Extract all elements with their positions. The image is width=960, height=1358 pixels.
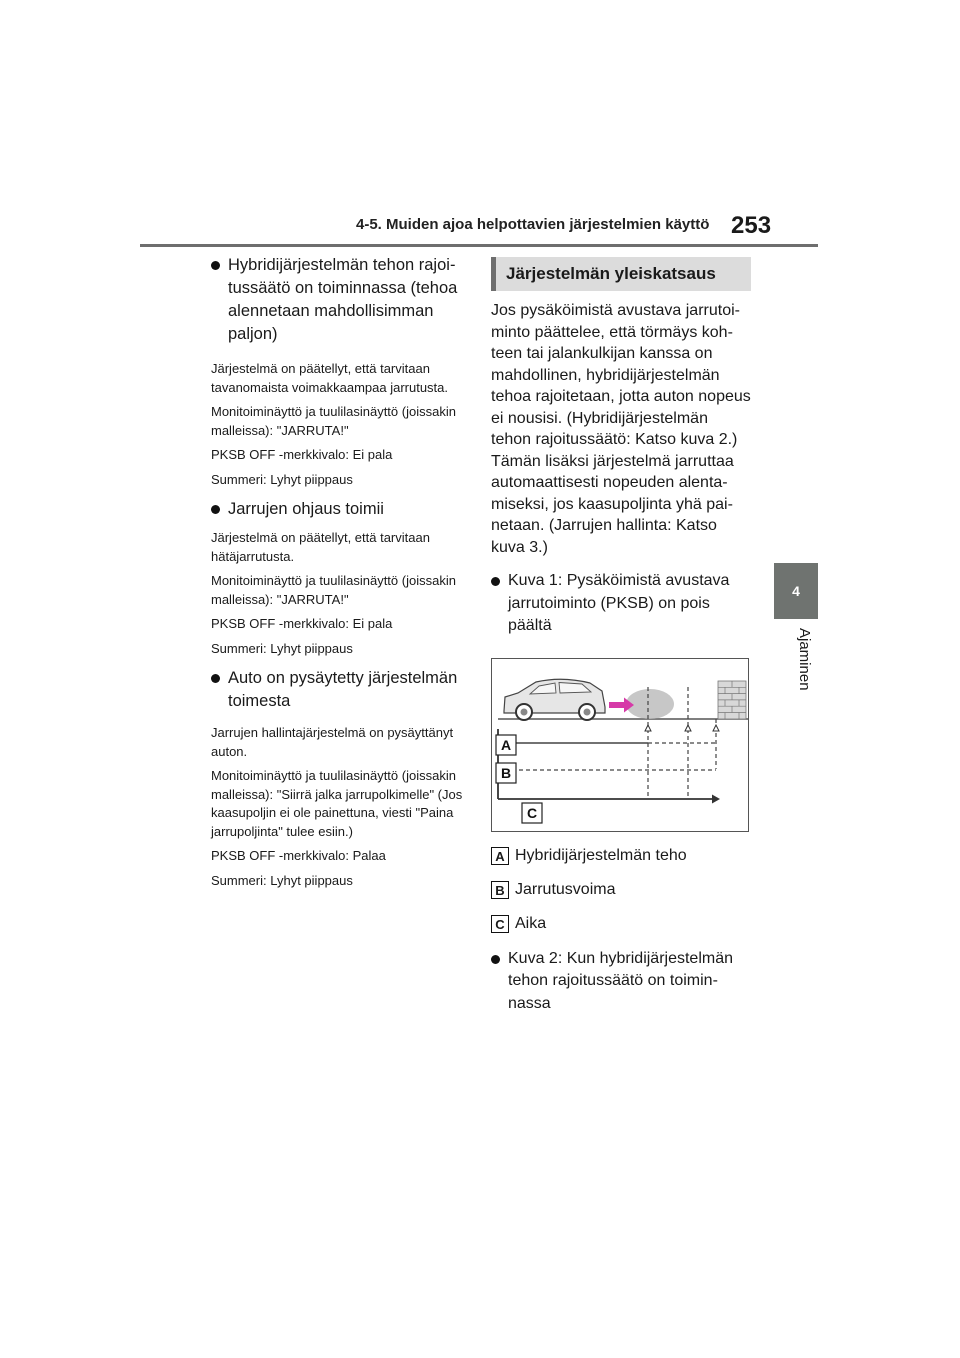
note-text: Jarrujen hallintajärjestelmä on pysäyttänyt auton.: [211, 725, 454, 759]
label-c-box: [522, 803, 542, 823]
header-title: 4-5. Muiden ajoa helpottavien järjestelmien käyttö: [356, 216, 710, 233]
bullet-power-limit: Hybridijärjestelmän tehon rajoitussäätö on toiminnassa (tehoa alennetaan mahdollisimman paljon): [211, 254, 463, 346]
bullet-figure-2: Kuva 2: Kun hybridijärjestelmän tehon rajoitussäätö on toiminnassa: [491, 948, 751, 1016]
note-text: Järjestelmä on päätellyt, että tarvitaan tavanomaista voimakkaampaa jarrutusta.: [211, 361, 449, 395]
page-number: 253: [731, 212, 772, 239]
legend-text: Hybridijärjestelmän teho: [515, 846, 687, 864]
bullet-vehicle-stopped: Auto on pysäytetty järjestelmän toimesta: [211, 667, 463, 713]
note-text: Monitoiminäyttö ja tuulilasinäyttö (joissakin malleissa): "JARRUTA!": [211, 404, 456, 438]
legend-text: Aika: [515, 914, 547, 932]
diagram-illustration: [492, 659, 748, 831]
overview-paragraph: Jos pysäköimistä avustava jarrutoiminto päättelee, että törmäys kohteen tai jalankulkijan kanssa on mahdollinen, hybridijärjestelmän tehoa rajoitetaan, jotta auton nopeus ei nousisi. (Hybridijärjestelmän tehon rajoitussäätö: Katso kuva 2.): [491, 302, 751, 448]
label-b: B: [500, 764, 512, 781]
bullet-figure-1: Kuva 1: Pysäköimistä avustava jarrutoiminto (PKSB) on pois päältä: [491, 570, 751, 638]
note-text: Summeri: Lyhyt piippaus: [211, 640, 353, 656]
overview-paragraph-2: Tämän lisäksi järjestelmä jarruttaa automaattisesti nopeuden alentamiseksi, jos kaasupoljinta yhä painetaan. (Jarrujen hallinta: Katso kuva 3.): [491, 452, 734, 556]
legend-item-a: [491, 846, 751, 866]
bullet-brake-control: Jarrujen ohjaus toimii: [211, 498, 463, 521]
label-a: A: [500, 736, 512, 753]
right-column: [491, 254, 751, 1023]
note-text: PKSB OFF -merkkivalo: Ei pala: [211, 616, 393, 631]
left-column: [211, 254, 463, 896]
note-text: Summeri: Lyhyt piippaus: [211, 872, 353, 888]
pksb-off-figure: [491, 658, 749, 832]
legend-key: B: [491, 881, 509, 899]
label-a-box: [496, 735, 516, 755]
sensor-beam: [626, 689, 674, 719]
legend-key: C: [491, 915, 509, 933]
chapter-tab: 4: [774, 563, 818, 619]
wall-illustration: [718, 681, 746, 719]
car-illustration: [504, 679, 605, 720]
note-text: Summeri: Lyhyt piippaus: [211, 471, 353, 487]
label-b-box: [496, 763, 516, 783]
label-c: C: [526, 804, 538, 821]
note-text: PKSB OFF -merkkivalo: Ei pala: [211, 447, 393, 462]
chapter-label: Ajaminen: [796, 628, 813, 691]
note-text: Monitoiminäyttö ja tuulilasinäyttö (joissakin malleissa): "JARRUTA!": [211, 573, 456, 607]
section-heading: Järjestelmän yleiskatsaus: [491, 257, 751, 291]
note-text: Monitoiminäyttö ja tuulilasinäyttö (joissakin malleissa): "Siirrä jalka jarrupolkimelle" (Jos kaasupoljin ei ole painettuna, viesti "Paina jarrupoljinta" tulee esiin.): [211, 768, 463, 839]
header-rule: [140, 244, 818, 247]
legend-text: Jarrutusvoima: [515, 880, 616, 898]
legend-key: A: [491, 847, 509, 865]
legend-item-b: [491, 880, 751, 900]
note-text: PKSB OFF -merkkivalo: Palaa: [211, 848, 386, 863]
legend-item-c: [491, 914, 751, 934]
note-text: Järjestelmä on päätellyt, että tarvitaan hätäjarrutusta.: [211, 530, 430, 564]
